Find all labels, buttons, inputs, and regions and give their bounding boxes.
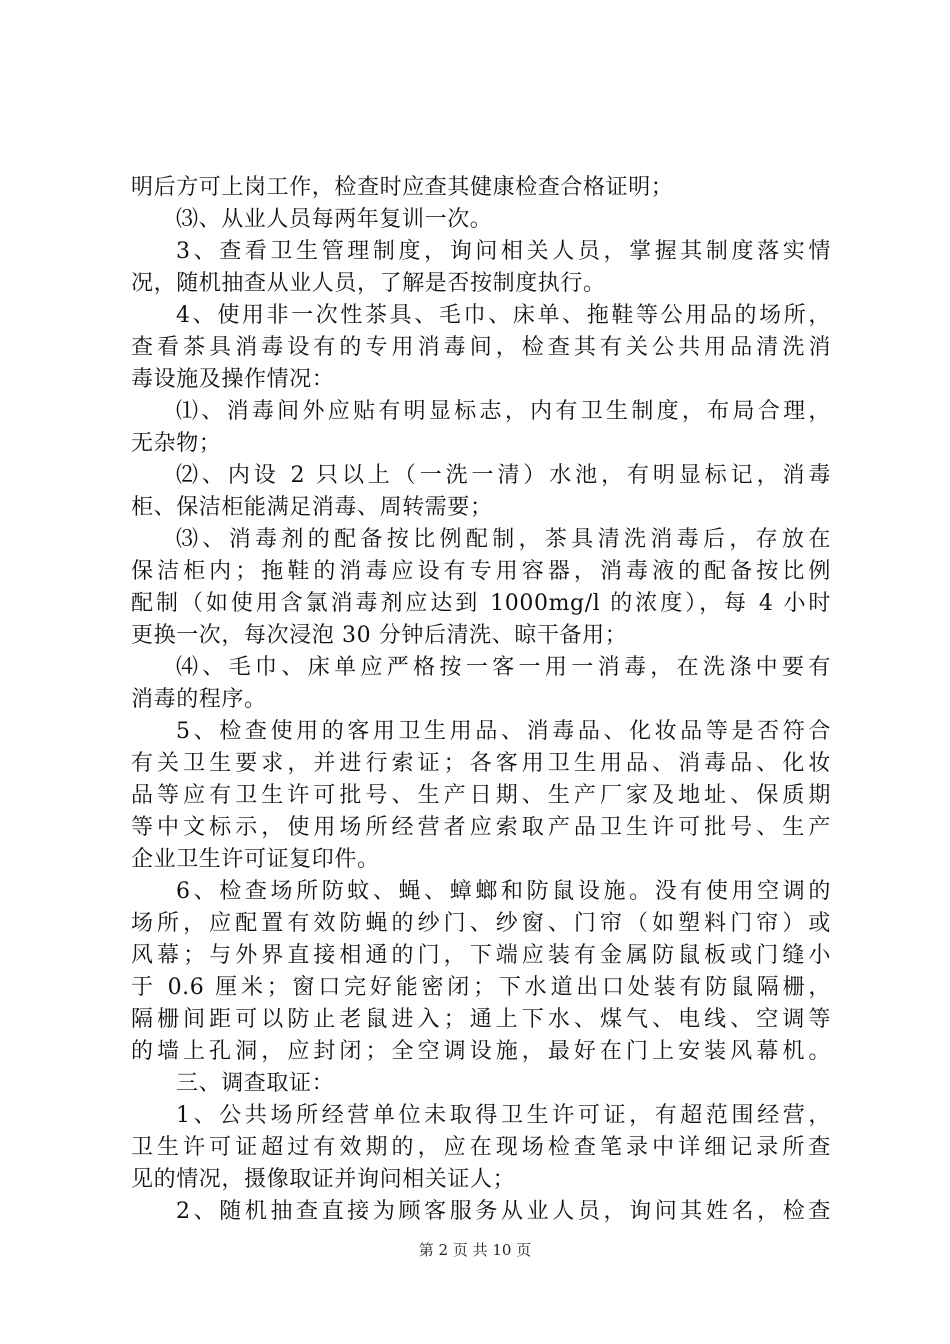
document-body xyxy=(131,172,831,1228)
text-line: 三、调查取证： xyxy=(176,1071,335,1096)
text-line: 等中文标示，使用场所经营者应索取产品卫生许可批号、生产 xyxy=(131,815,831,840)
text-line: 况，随机抽查从业人员，了解是否按制度执行。 xyxy=(131,271,606,296)
text-line: 更换一次，每次浸泡 30 分钟后清洗、晾干备用； xyxy=(131,623,628,648)
text-line: 场所，应配置有效防蝇的纱门、纱窗、门帘（如塑料门帘）或 xyxy=(131,911,831,936)
text-line: 消毒的程序。 xyxy=(131,687,267,712)
text-line: 保洁柜内；拖鞋的消毒应设有专用容器，消毒液的配备按比例 xyxy=(131,559,831,584)
text-line: 配制（如使用含氯消毒剂应达到 1000mg/l 的浓度），每 4 小时 xyxy=(131,591,831,616)
text-line: 5、检查使用的客用卫生用品、消毒品、化妆品等是否符合 xyxy=(176,719,831,744)
text-line: 卫生许可证超过有效期的，应在现场检查笔录中详细记录所查 xyxy=(131,1135,831,1160)
text-line: 企业卫生许可证复印件。 xyxy=(131,847,380,872)
text-line: 风幕；与外界直接相通的门，下端应装有金属防鼠板或门缝小 xyxy=(131,943,831,968)
text-line: 隔栅间距可以防止老鼠进入；通上下水、煤气、电线、空调等 xyxy=(131,1007,831,1032)
text-line: 查看茶具消毒设有的专用消毒间，检查其有关公共用品清洗消 xyxy=(131,335,831,360)
text-line: 4、使用非一次性茶具、毛巾、床单、拖鞋等公用品的场所， xyxy=(176,303,831,328)
text-line: 于 0.6 厘米；窗口完好能密闭；下水道出口处装有防鼠隔栅， xyxy=(131,975,831,1000)
text-line: ⑶、从业人员每两年复训一次。 xyxy=(176,207,493,232)
text-line: 1、公共场所经营单位未取得卫生许可证，有超范围经营， xyxy=(176,1103,831,1128)
text-line: 3、查看卫生管理制度，询问相关人员，掌握其制度落实情 xyxy=(176,239,831,264)
text-line: 有关卫生要求，并进行索证；各客用卫生用品、消毒品、化妆 xyxy=(131,751,831,776)
text-line: 品等应有卫生许可批号、生产日期、生产厂家及地址、保质期 xyxy=(131,783,831,808)
text-line: ⑵、内设 2 只以上（一洗一清）水池，有明显标记，消毒 xyxy=(176,463,831,488)
text-line: 明后方可上岗工作，检查时应查其健康检查合格证明； xyxy=(131,175,674,200)
text-line: 柜、保洁柜能满足消毒、周转需要； xyxy=(131,495,493,520)
text-line: 见的情况，摄像取证并询问相关证人； xyxy=(131,1167,516,1192)
text-line: ⑶、消毒剂的配备按比例配制，茶具清洗消毒后，存放在 xyxy=(176,527,831,552)
text-line: ⑷、毛巾、床单应严格按一客一用一消毒，在洗涤中要有 xyxy=(176,655,831,680)
text-line: 6、检查场所防蚊、蝇、蟑螂和防鼠设施。没有使用空调的 xyxy=(176,879,831,904)
text-line: 毒设施及操作情况： xyxy=(131,367,335,392)
text-line: ⑴、消毒间外应贴有明显标志，内有卫生制度，布局合理， xyxy=(176,399,831,424)
text-line: 2、随机抽查直接为顾客服务从业人员，询问其姓名，检查 xyxy=(176,1199,831,1224)
page-footer: 第 2 页 共 10 页 xyxy=(418,1241,532,1259)
text-line: 的墙上孔洞，应封闭；全空调设施，最好在门上安装风幕机。 xyxy=(131,1039,831,1064)
text-line: 无杂物； xyxy=(131,431,222,456)
